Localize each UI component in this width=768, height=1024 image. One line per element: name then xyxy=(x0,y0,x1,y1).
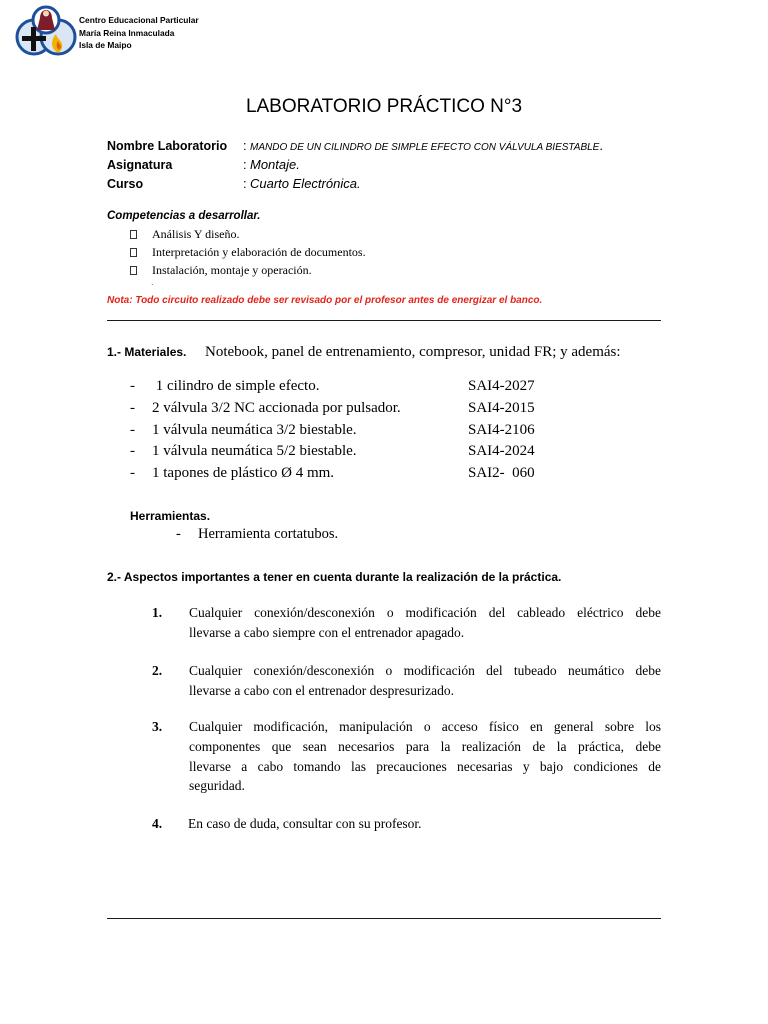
list-item xyxy=(130,376,535,398)
numbered-item xyxy=(152,661,661,701)
info-separator: : xyxy=(243,175,247,191)
school-logo xyxy=(14,3,78,61)
list-marker: - xyxy=(130,378,135,394)
school-location-line: Isla de Maipo xyxy=(79,40,132,50)
materiales-heading-row xyxy=(107,343,621,361)
item-line: seguridad. xyxy=(189,778,245,794)
numbered-item xyxy=(152,814,661,834)
aspectos-heading: 2.- Aspectos importantes a tener en cuenta durante la realización de la práctica. xyxy=(107,570,562,584)
material-description: 1 tapones de plástico Ø 4 mm. xyxy=(152,465,335,481)
item-number: 2. xyxy=(152,663,163,678)
school-name-line: María Reina Inmaculada xyxy=(79,27,175,38)
info-label: Nombre Laboratorio xyxy=(107,138,228,153)
competencias-heading: Competencias a desarrollar. xyxy=(107,210,261,222)
info-separator: : xyxy=(243,156,247,172)
info-row-lab-name xyxy=(107,136,603,155)
list-marker: - xyxy=(130,421,135,438)
materiales-heading: 1.- Materiales. xyxy=(107,345,187,359)
item-number: 1. xyxy=(152,605,163,620)
box-bullet-icon xyxy=(130,266,137,275)
info-label: Asignatura xyxy=(107,157,173,172)
material-code: SAI4-2024 xyxy=(468,443,535,460)
item-number: 4. xyxy=(152,816,163,831)
list-marker: - xyxy=(130,465,135,481)
material-description: 1 válvula neumática 3/2 biestable. xyxy=(152,421,357,438)
item-text xyxy=(189,603,661,643)
item-text xyxy=(189,661,661,701)
box-bullet-icon xyxy=(130,230,137,239)
list-marker: - xyxy=(176,526,181,542)
info-row-course xyxy=(107,174,603,193)
safety-note: Nota: Todo circuito realizado debe ser revisado por el profesor antes de energizar el banco. xyxy=(107,295,543,306)
material-code: SAI4-2027 xyxy=(468,378,535,394)
info-row-subject xyxy=(107,155,603,174)
info-value: MANDO DE UN CILINDRO DE SIMPLE EFECTO CON VÁLVULA BIESTABLE xyxy=(250,141,600,153)
material-code: SAI4-2015 xyxy=(468,399,535,416)
divider xyxy=(107,320,661,321)
info-value: Montaje. xyxy=(250,156,300,172)
info-value-suffix: . xyxy=(599,137,603,153)
page-title: LABORATORIO PRÁCTICO N°3 xyxy=(245,96,523,117)
list-item xyxy=(130,225,366,243)
list-item xyxy=(130,441,535,463)
materiales-list xyxy=(130,376,535,485)
list-item xyxy=(176,525,338,543)
item-line: componentes que sean necesarios para la realización de la práctica, debe xyxy=(189,738,661,754)
info-value: Cuarto Electrónica. xyxy=(250,175,361,191)
list-item xyxy=(130,261,366,279)
materiales-intro: Notebook, panel de entrenamiento, compresor, unidad FR; y además: xyxy=(205,344,621,360)
stray-mark: . xyxy=(151,277,154,287)
herramientas-heading: Herramientas. xyxy=(130,509,211,523)
competencias-list xyxy=(130,225,366,279)
logo-face-icon xyxy=(43,11,49,17)
numbered-item xyxy=(152,717,661,796)
tool-description: Herramienta cortatubos. xyxy=(198,526,339,542)
info-separator: : xyxy=(243,137,247,153)
school-header xyxy=(79,14,199,52)
item-line: En caso de duda, consultar con su profesor. xyxy=(188,816,422,831)
item-line: Cualquier conexión/desconexión o modificación del cableado eléctrico debe xyxy=(189,605,661,620)
material-description: 2 válvula 3/2 NC accionada por pulsador. xyxy=(152,399,401,416)
list-item xyxy=(130,398,535,420)
material-description: 1 válvula neumática 5/2 biestable. xyxy=(152,443,357,460)
item-line: llevarse a cabo tomando las precauciones necesarias y bajo condiciones de xyxy=(189,758,661,774)
list-item-text: Interpretación y elaboración de documentos. xyxy=(152,245,366,259)
school-name-line: Centro Educacional Particular xyxy=(79,15,199,25)
material-description: 1 cilindro de simple efecto. xyxy=(152,378,320,394)
numbered-item xyxy=(152,603,661,643)
list-item-text: Análisis Y diseño. xyxy=(152,227,240,241)
item-text xyxy=(188,814,660,834)
divider xyxy=(107,918,661,919)
list-item xyxy=(130,243,366,261)
item-number: 3. xyxy=(152,719,163,734)
lab-info xyxy=(107,136,603,193)
list-item-text: Instalación, montaje y operación. xyxy=(152,263,312,277)
list-item xyxy=(130,463,535,485)
item-text xyxy=(189,717,661,796)
item-line: llevarse a cabo con el entrenador despresurizado. xyxy=(189,682,454,698)
box-bullet-icon xyxy=(130,248,137,257)
logo-cross-post-icon xyxy=(31,27,36,51)
list-marker: - xyxy=(130,443,135,460)
item-line: llevarse a cabo siempre con el entrenador apagado. xyxy=(189,624,465,640)
item-line: Cualquier conexión/desconexión o modificación del tubeado neumático debe xyxy=(189,663,661,678)
list-item xyxy=(130,420,535,442)
info-label: Curso xyxy=(107,176,144,191)
item-line: Cualquier modificación, manipulación o acceso físico en general sobre los xyxy=(189,719,661,734)
material-code: SAI4-2106 xyxy=(468,421,535,438)
list-marker: - xyxy=(130,399,135,416)
material-code: SAI2- 060 xyxy=(468,465,535,481)
herramientas-list xyxy=(176,525,338,543)
